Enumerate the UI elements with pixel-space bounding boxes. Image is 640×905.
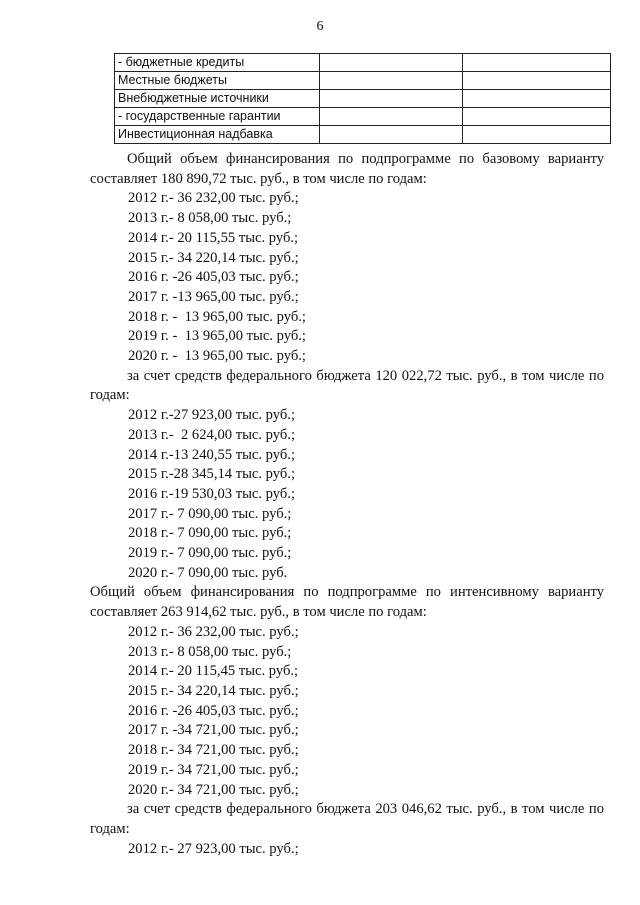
year-amount-line: 2013 г.- 8 058,00 тыс. руб.; [128,210,292,227]
funding-sources-table [114,53,611,144]
base-total-years-list [90,189,604,366]
year-amount-line: 2016 г. -26 405,03 тыс. руб.; [128,702,299,719]
year-amount-line: 2012 г.-27 923,00 тыс. руб.; [128,407,296,424]
funding-source-label: - государственные гарантии [115,108,320,126]
table-cell-empty [320,108,463,126]
table-cell-empty [320,54,463,72]
intensive-federal-paragraph: за счет средств федерального бюджета 203 046,62 тыс. руб., в том числе по годам: [90,801,604,837]
year-amount-line: 2015 г.-28 345,14 тыс. руб.; [128,466,296,483]
intensive-variant-paragraph: Общий объем финансирования по подпрограмме по интенсивному варианту составляет 263 914,62 тыс. руб., в том числе по годам: [90,584,604,621]
table-cell-empty [463,108,611,126]
intensive-federal-years-list [90,840,604,860]
year-amount-line: 2012 г.- 27 923,00 тыс. руб.; [128,840,299,857]
year-amount-line: 2016 г.-19 530,03 тыс. руб.; [128,485,296,502]
table-cell-empty [320,90,463,108]
year-amount-line: 2017 г. -34 721,00 тыс. руб.; [128,722,299,739]
year-amount-line: 2013 г.- 2 624,00 тыс. руб.; [128,426,296,443]
year-amount-line: 2019 г.- 34 721,00 тыс. руб.; [128,761,299,778]
table-row [115,72,611,90]
year-amount-line: 2014 г.-13 240,55 тыс. руб.; [128,446,296,463]
year-amount-line: 2019 г. - 13 965,00 тыс. руб.; [128,328,306,345]
table-cell-empty [320,126,463,144]
page-number: 6 [316,19,324,34]
year-amount-line: 2019 г.- 7 090,00 тыс. руб.; [128,545,292,562]
year-amount-line: 2014 г.- 20 115,45 тыс. руб.; [128,663,299,680]
table-row [115,108,611,126]
funding-source-label: Местные бюджеты [115,72,320,90]
year-amount-line: 2014 г.- 20 115,55 тыс. руб.; [128,229,299,246]
funding-source-label: - бюджетные кредиты [115,54,320,72]
year-amount-line: 2012 г.- 36 232,00 тыс. руб.; [128,623,299,640]
base-federal-years-list [90,406,604,583]
year-amount-line: 2013 г.- 8 058,00 тыс. руб.; [128,643,292,660]
year-amount-line: 2020 г. - 13 965,00 тыс. руб.; [128,348,306,365]
funding-source-label: Инвестиционная надбавка [115,126,320,144]
year-amount-line: 2020 г.- 7 090,00 тыс. руб. [128,564,288,581]
year-amount-line: 2020 г.- 34 721,00 тыс. руб.; [128,781,299,798]
year-amount-line: 2017 г.- 7 090,00 тыс. руб.; [128,505,292,522]
year-amount-line: 2018 г. - 13 965,00 тыс. руб.; [128,308,306,325]
table-cell-empty [463,90,611,108]
base-federal-paragraph: за счет средств федерального бюджета 120 022,72 тыс. руб., в том числе по годам: [90,367,604,404]
year-amount-line: 2016 г. -26 405,03 тыс. руб.; [128,269,299,286]
table-cell-empty [463,54,611,72]
year-amount-line: 2015 г.- 34 220,14 тыс. руб.; [128,249,299,266]
year-amount-line: 2018 г.- 34 721,00 тыс. руб.; [128,742,299,759]
table-row [115,126,611,144]
year-amount-line: 2015 г.- 34 220,14 тыс. руб.; [128,682,299,699]
base-variant-paragraph: Общий объем финансирования по подпрограмме по базовому варианту составляет 180 890,72 тыс. руб., в том числе по годам: [90,151,604,187]
funding-source-label: Внебюджетные источники [115,90,320,108]
year-amount-line: 2017 г. -13 965,00 тыс. руб.; [128,288,299,305]
table-cell-empty [320,72,463,90]
year-amount-line: 2018 г.- 7 090,00 тыс. руб.; [128,525,292,542]
table-body [115,54,611,144]
table-row [115,90,611,108]
document-body [90,150,604,859]
year-amount-line: 2012 г.- 36 232,00 тыс. руб.; [128,190,299,207]
intensive-total-years-list [90,623,604,800]
table-cell-empty [463,72,611,90]
table-row [115,54,611,72]
table-cell-empty [463,126,611,144]
